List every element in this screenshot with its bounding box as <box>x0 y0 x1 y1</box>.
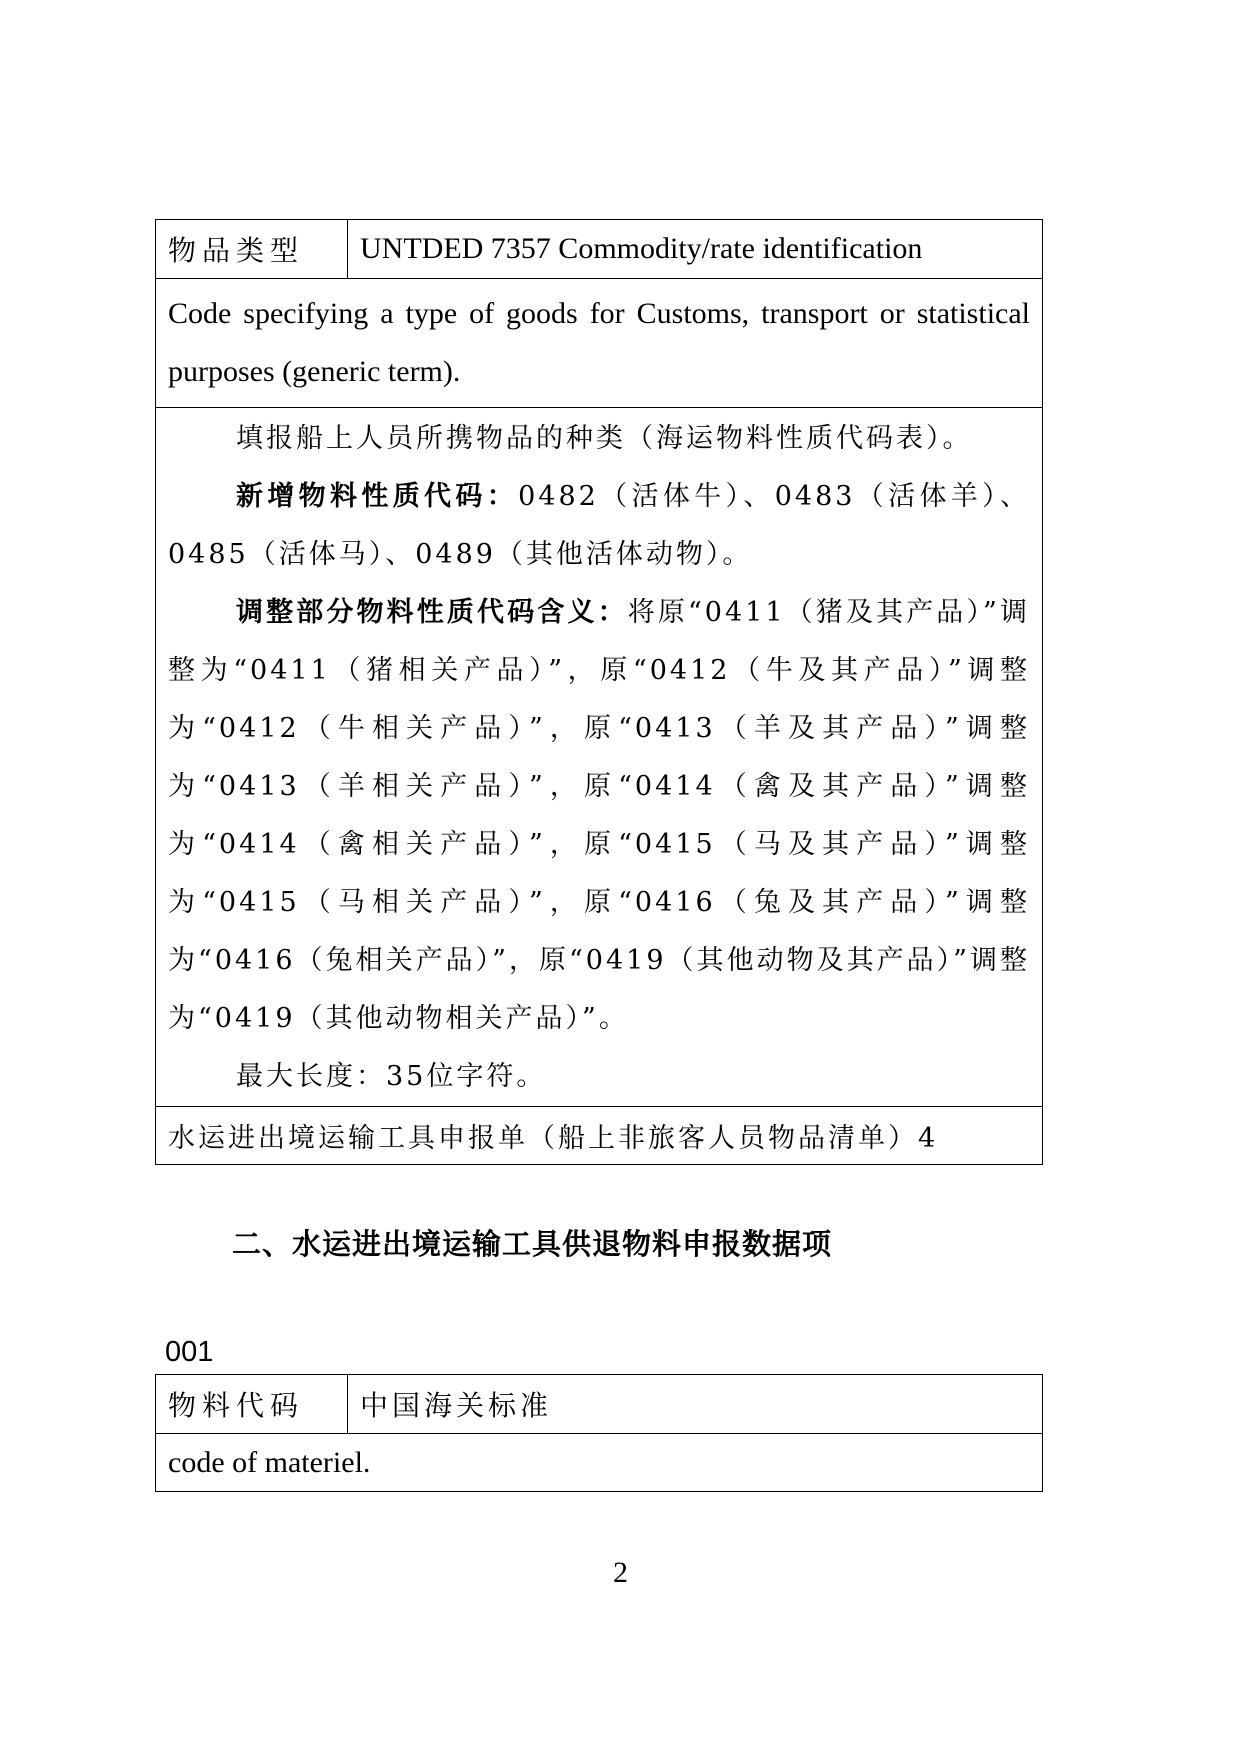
standard-cell: UNTDED 7357 Commodity/rate identification <box>360 232 923 265</box>
description-cell <box>156 407 1042 1106</box>
name-standard-row <box>156 1375 1042 1433</box>
description-paragraph-adjusted-codes <box>168 584 1030 1048</box>
bold-lead-adjusted-codes: 调整部分物料性质代码含义： <box>236 597 628 628</box>
item-name-cell: 物品类型 <box>156 220 348 278</box>
item-number: 001 <box>165 1336 214 1368</box>
data-item-table-goods-type <box>155 219 1043 1165</box>
section-heading: 二、水运进出境运输工具供退物料申报数据项 <box>232 1227 833 1261</box>
max-length-paragraph: 最大长度：35位字符。 <box>236 1061 547 1092</box>
description-paragraph: 填报船上人员所携物品的种类（海运物料性质代码表）。 <box>236 423 973 454</box>
data-item-table-materiel-code <box>155 1374 1043 1492</box>
page-number: 2 <box>613 1556 628 1589</box>
english-definition: code of materiel. <box>156 1433 1042 1491</box>
bold-lead-new-codes: 新增物料性质代码： <box>236 481 519 512</box>
name-standard-row <box>156 220 1042 278</box>
item-name-cell: 物料代码 <box>156 1375 348 1433</box>
english-definition: Code specifying a type of goods for Customs, transport or statistical purposes (generic term). <box>156 278 1042 407</box>
standard-cell: 中国海关标准 <box>360 1389 553 1422</box>
usage-row: 水运进出境运输工具申报单（船上非旅客人员物品清单）4 <box>156 1106 1042 1164</box>
description-paragraph-new-codes <box>168 468 1030 584</box>
adjusted-codes-text: 将原“0411（猪及其产品）”调整为“0411（猪相关产品）”，原“0412（牛及其产品）”调整为“0412（牛相关产品）”，原“0413（羊及其产品）”调整为“0413（羊相关产品）”，原“0414（禽及其产品）”调整为“0414（禽相关产品）”，原“0415（马及其产品）”调整为“0415（马相关产品）”，原“0416（兔及其产品）”调整为“0416（兔相关产品）”，原“0419（其他动物及其产品）”调整为“0419（其他动物相关产品）”。 <box>168 597 1030 1034</box>
new-codes-text: 0482（活体牛）、0483（活体羊）、0485（活体马）、0489（其他活体动物）。 <box>168 481 1030 570</box>
